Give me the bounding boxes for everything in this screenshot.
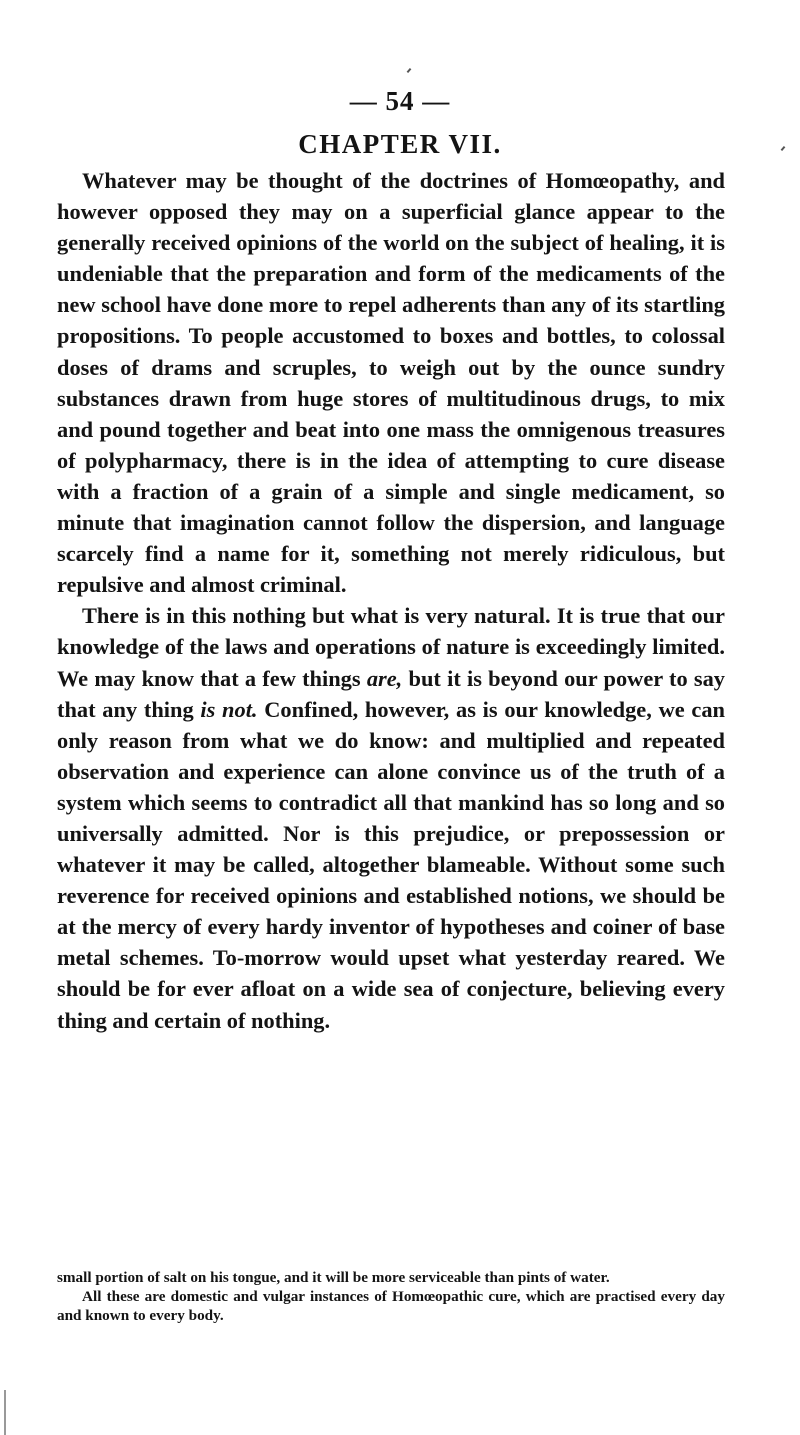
footnote-continuation: small portion of salt on his tongue, and it will be more serviceable than pints of water. bbox=[57, 1269, 610, 1286]
paragraph-2 bbox=[57, 600, 725, 1035]
paragraph-2-italic-are: are, bbox=[366, 665, 403, 691]
footnote-paragraph: All these are domestic and vulgar instances of Homœopathic cure, which are practised every day and known to every body. bbox=[57, 1288, 725, 1324]
paragraph-2-italic-is-not: is not. bbox=[200, 696, 258, 722]
footnote-block bbox=[57, 1268, 725, 1325]
paragraph-1 bbox=[57, 165, 725, 600]
page-edge-shadow bbox=[4, 1390, 6, 1435]
paragraph-2-text-a: There is in this nothing but what is very natural. It is true that our knowledge of the laws and operations of nature is exceedingly limited. We may know that a few things bbox=[57, 603, 725, 691]
page-number: — 54 — bbox=[349, 86, 451, 116]
body-text bbox=[57, 165, 725, 1036]
paragraph-2-text-c: Confined, however, as is our knowledge, we can only reason from what we do know: and multiplied and repeated observation and experience can alone convince us of the truth of a system which seems to contradict all that mankind has so long and so universally admitted. Nor is this prejudice, or prepossession or whatever it may be called, altogether blameable. Without some such reverence for received opinions and established notions, we should be at the mercy of every hardy inventor of hypotheses and coiner of base metal schemes. To-morrow would upset what yesterday reared. We should be for ever afloat on a wide sea of conjecture, believing every thing and certain of nothing. bbox=[57, 696, 725, 1033]
chapter-title: CHAPTER VII. bbox=[298, 129, 502, 159]
scan-mark bbox=[407, 68, 412, 73]
paragraph-2-text-b: but it is beyond our power to say that any thing bbox=[57, 665, 725, 722]
paragraph-1-text: Whatever may be thought of the doctrines of Homœopathy, and however opposed they may on a superficial glance appear to the generally received opinions of the world on the subject of healing, it is undeniable that the preparation and form of the medicaments of the new school have done more to repel adherents than any of its startling propositions. To people accustomed to boxes and bottles, to colossal doses of drams and scruples, to weigh out by the ounce sundry substances drawn from huge stores of multitudinous drugs, to mix and pound together and beat into one mass the omnigenous treasures of polypharmacy, there is in the idea of attempting to cure disease with a fraction of a grain of a simple and single medicament, so minute that imagination cannot follow the dispersion, and language scarcely find a name for it, something not merely ridiculous, but repulsive and almost criminal. bbox=[57, 168, 725, 598]
